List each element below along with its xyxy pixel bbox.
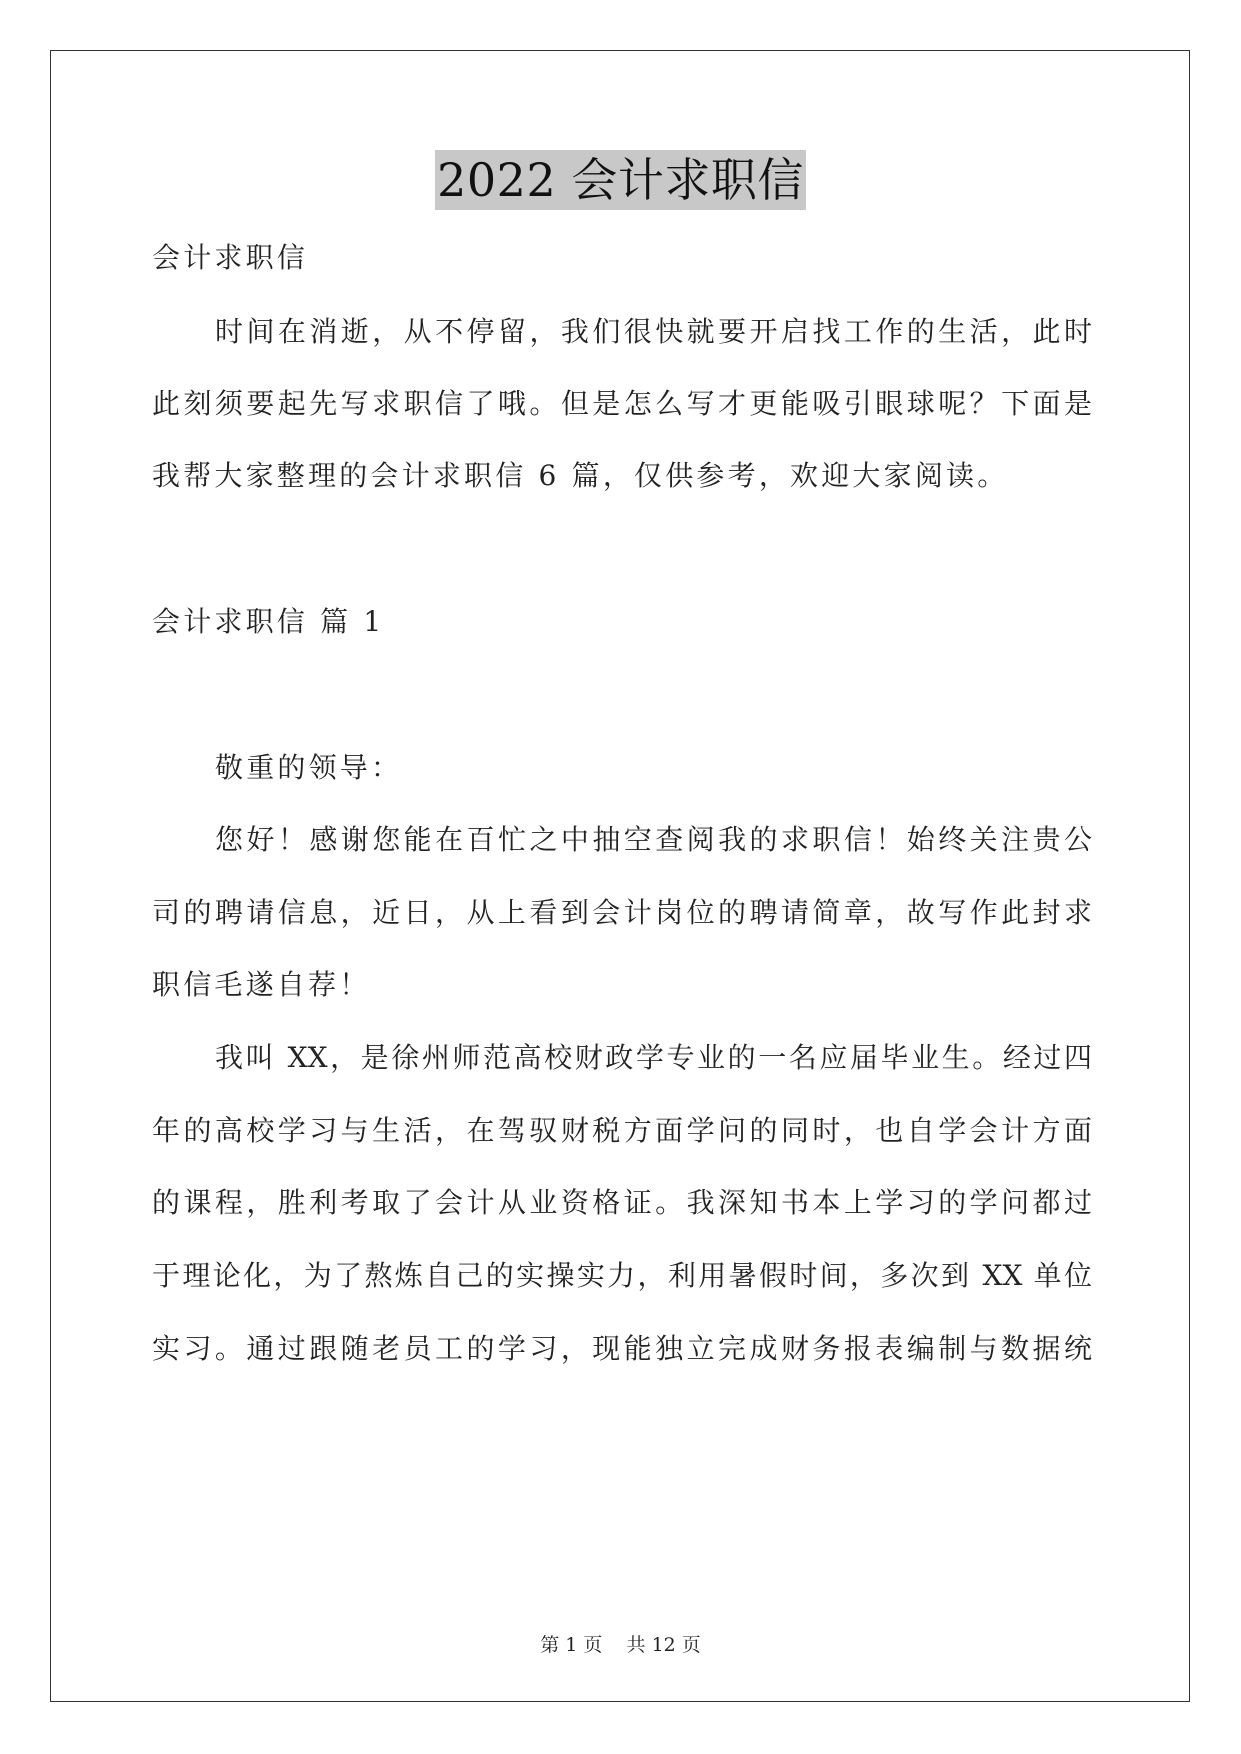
body-line-5: 年的高校学习与生活，在驾驭财税方面学问的同时，也自学会计方面 xyxy=(152,1114,1092,1147)
body-line-2: 司的聘请信息，近日，从上看到会计岗位的聘请简章，故写作此封求 xyxy=(152,896,1092,929)
document-title: 2022 会计求职信 xyxy=(435,150,806,210)
page-number: 第 1 页 xyxy=(540,1634,603,1656)
page-frame xyxy=(50,50,1190,1702)
title-container xyxy=(0,150,1241,210)
body-line-8: 实习。通过跟随老员工的学习，现能独立完成财务报表编制与数据统 xyxy=(152,1332,1092,1365)
intro-line-2: 此刻须要起先写求职信了哦。但是怎么写才更能吸引眼球呢？下面是 xyxy=(152,387,1092,420)
document-subtitle: 会计求职信 xyxy=(152,241,309,274)
body-line-6: 的课程，胜利考取了会计从业资格证。我深知书本上学习的学问都过 xyxy=(152,1186,1092,1219)
body-line-7: 于理论化，为了熬炼自己的实操实力，利用暑假时间，多次到 XX 单位 xyxy=(152,1259,1092,1292)
section-heading: 会计求职信 篇 1 xyxy=(152,605,385,638)
body-line-4: 我叫 XX，是徐州师范高校财政学专业的一名应届毕业生。经过四 xyxy=(215,1041,1092,1074)
page-footer xyxy=(0,1632,1241,1658)
page-total: 共 12 页 xyxy=(626,1634,701,1656)
body-line-1: 您好！感谢您能在百忙之中抽空查阅我的求职信！始终关注贵公 xyxy=(215,823,1092,856)
intro-line-1: 时间在消逝，从不停留，我们很快就要开启找工作的生活，此时 xyxy=(215,315,1092,348)
body-line-3: 职信毛遂自荐！ xyxy=(152,968,371,1001)
salutation: 敬重的领导： xyxy=(215,751,403,784)
intro-line-3: 我帮大家整理的会计求职信 6 篇，仅供参考，欢迎大家阅读。 xyxy=(152,459,1009,492)
